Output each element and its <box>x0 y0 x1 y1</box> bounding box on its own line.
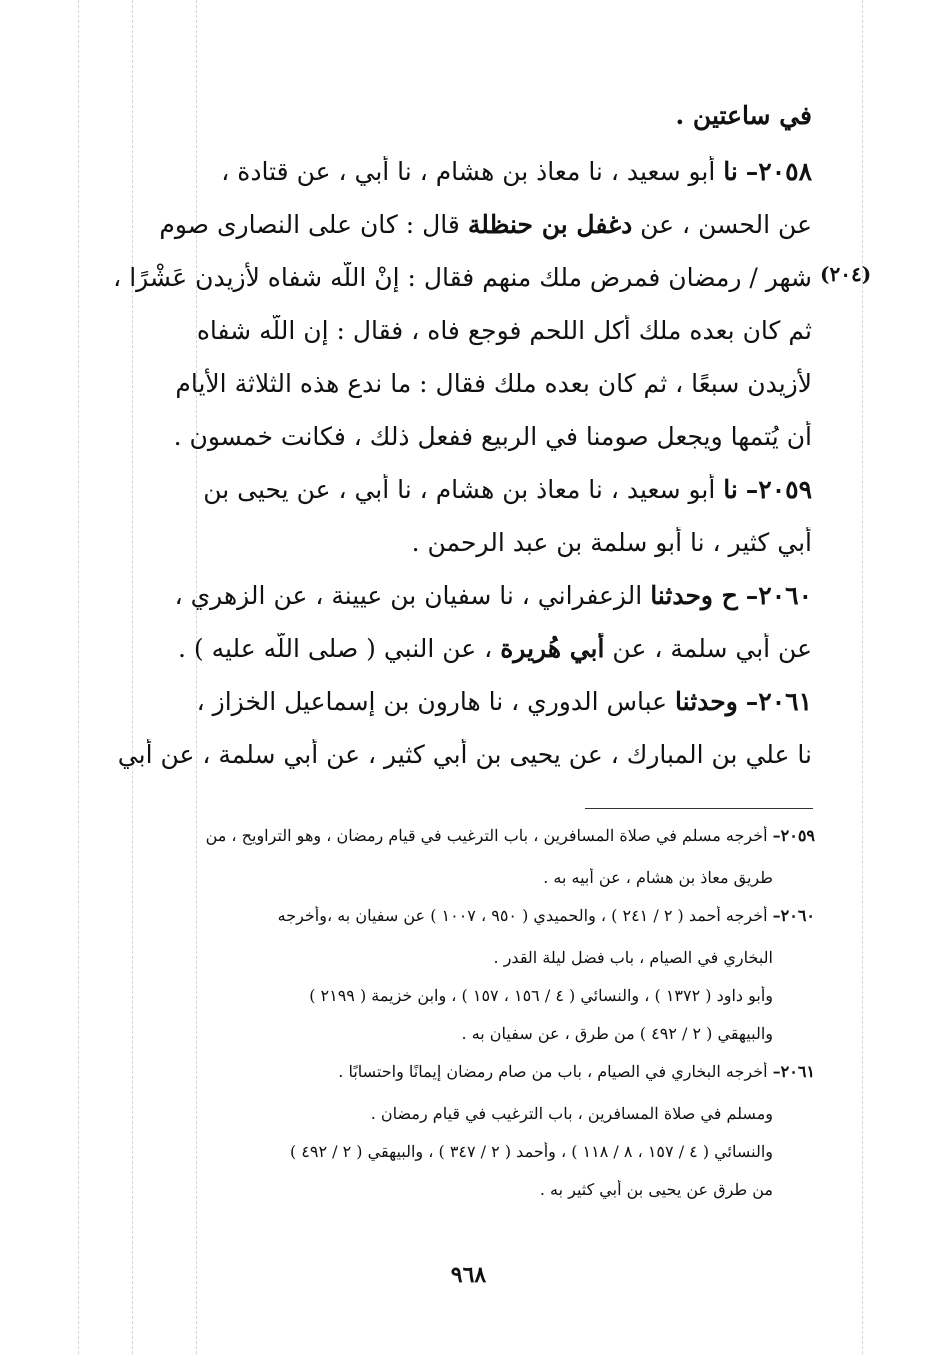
text-line <box>100 421 812 474</box>
line-text: شهر / رمضان فمرض ملك منهم فقال : إنْ اللّه شفاه لأزيدن عَشْرًا ، <box>113 263 812 292</box>
footnote-line <box>105 1142 815 1180</box>
scan-artifact-line <box>862 0 863 1354</box>
line-text: في ساعتين . <box>675 101 812 130</box>
hadith-number: ٢٠٦٠– <box>745 581 812 610</box>
hadith-2058-heading <box>100 156 812 209</box>
footnote-text: طريق معاذ بن هشام ، عن أبيه به . <box>543 868 773 887</box>
footnote-text: أخرجه أحمد ( ٢ / ٢٤١ ) ، والحميدي ( ٩٥٠ ، ١٠٠٧ ) عن سفيان به ،وأخرجه <box>277 906 768 925</box>
footnote-number: ٢٠٦١– <box>772 1062 815 1081</box>
scan-artifact-line <box>78 0 79 1354</box>
line-text: أبو سعيد ، نا معاذ بن هشام ، نا أبي ، عن قتادة ، <box>221 157 716 186</box>
line-text: عباس الدوري ، نا هارون بن إسماعيل الخزاز ، <box>196 687 668 716</box>
footnote-line <box>105 1104 815 1142</box>
hadith-lead: وحدثنا <box>675 687 738 716</box>
footnote-text: ومسلم في صلاة المسافرين ، باب الترغيب في قيام رمضان . <box>370 1104 773 1123</box>
footnote-line <box>105 948 815 986</box>
text-line <box>100 739 812 792</box>
line-text: أن يُتمها ويجعل صومنا في الربيع ففعل ذلك ، فكانت خمسون . <box>173 422 812 451</box>
footnote-text: والبيهقي ( ٢ / ٤٩٢ ) من طرق ، عن سفيان به . <box>461 1024 773 1043</box>
hadith-2061-heading <box>100 686 812 739</box>
footnote-line <box>105 868 815 906</box>
narrator-name: أبي هُريرة <box>500 634 605 663</box>
text-line <box>100 209 812 262</box>
line-text: عن الحسن ، عن <box>640 210 812 239</box>
footnotes <box>105 826 815 1218</box>
footnote-2060 <box>105 906 815 948</box>
line-text: ثم كان بعده ملك أكل اللحم فوجع فاه ، فقال : إن اللّه شفاه <box>196 316 812 345</box>
footnote-number: ٢٠٥٩– <box>772 826 815 845</box>
line-text: لأزيدن سبعًا ، ثم كان بعده ملك فقال : ما ندع هذه الثلاثة الأيام <box>175 369 812 398</box>
footnote-text: من طرق عن يحيى بن أبي كثير به . <box>539 1180 773 1199</box>
line-text: أبو سعيد ، نا معاذ بن هشام ، نا أبي ، عن يحيى بن <box>203 475 716 504</box>
footnote-text: أخرجه البخاري في الصيام ، باب من صام رمضان إيمانًا واحتسابًا . <box>338 1062 768 1081</box>
text-line <box>100 315 812 368</box>
footnote-text: وأبو داود ( ١٣٧٢ ) ، والنسائي ( ٤ / ١٥٦ ، ١٥٧ ) ، وابن خزيمة ( ٢١٩٩ ) <box>309 986 773 1005</box>
line-text: نا علي بن المبارك ، عن يحيى بن أبي كثير ، عن أبي سلمة ، عن أبي <box>117 740 812 769</box>
footnote-2059 <box>105 826 815 868</box>
text-line <box>100 527 812 580</box>
footnote-text: والنسائي ( ٤ / ١٥٧ ، ٨ / ١١٨ ) ، وأحمد ( ٢ / ٣٤٧ ) ، والبيهقي ( ٢ / ٤٩٢ ) <box>289 1142 773 1161</box>
footnote-divider <box>585 808 813 809</box>
narrator-name: دغفل بن حنظلة <box>467 210 633 239</box>
text-line <box>100 262 812 315</box>
footnote-line <box>105 1024 815 1062</box>
line-text: أبي كثير ، نا أبو سلمة بن عبد الرحمن . <box>411 528 812 557</box>
footnote-line <box>105 986 815 1024</box>
footnote-line <box>105 1180 815 1218</box>
footnote-2061 <box>105 1062 815 1104</box>
hadith-number: ٢٠٥٩– <box>745 475 812 504</box>
main-text <box>100 100 812 792</box>
hadith-lead: ح وحدثنا <box>650 581 738 610</box>
hadith-lead: نا <box>723 157 738 186</box>
hadith-number: ٢٠٦١– <box>745 687 812 716</box>
text-line <box>100 633 812 686</box>
page-number: ٩٦٨ <box>450 1262 487 1288</box>
text-line <box>100 368 812 421</box>
footnote-text: البخاري في الصيام ، باب فضل ليلة القدر . <box>493 948 773 967</box>
hadith-number: ٢٠٥٨– <box>745 157 812 186</box>
text-line <box>100 100 812 156</box>
hadith-2060-heading <box>100 580 812 633</box>
line-text: الزعفراني ، نا سفيان بن عيينة ، عن الزهري ، <box>174 581 643 610</box>
line-text: ، عن النبي ( صلى اللّه عليه ) . <box>177 634 493 663</box>
footnote-text: أخرجه مسلم في صلاة المسافرين ، باب الترغيب في قيام رمضان ، وهو التراويح ، من <box>205 826 768 845</box>
hadith-lead: نا <box>723 475 738 504</box>
line-text: قال : كان على النصارى صوم <box>159 210 460 239</box>
hadith-2059-heading <box>100 474 812 527</box>
manuscript-folio-marker: (٢٠٤) <box>820 262 872 286</box>
footnote-number: ٢٠٦٠– <box>772 906 815 925</box>
line-text: عن أبي سلمة ، عن <box>612 634 812 663</box>
